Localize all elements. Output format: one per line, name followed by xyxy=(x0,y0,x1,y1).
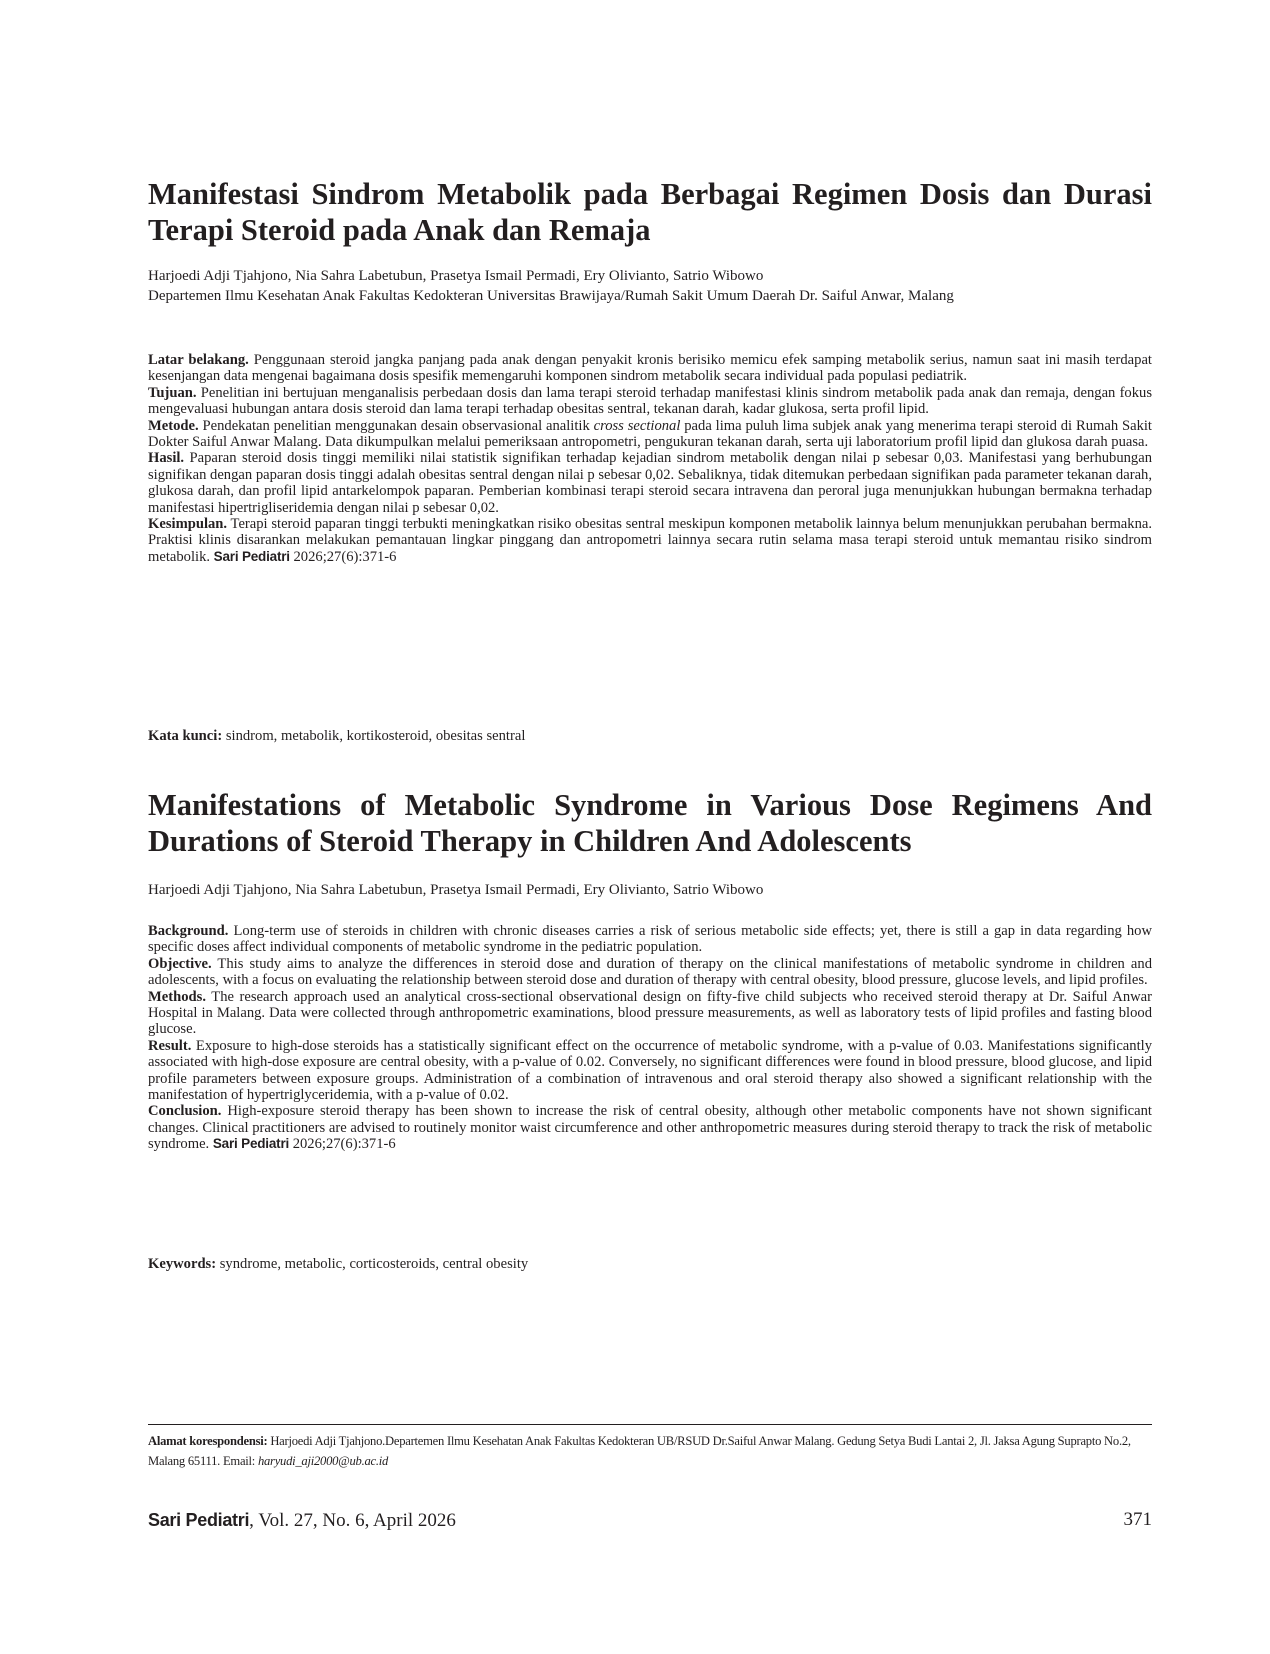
section-label: Tujuan. xyxy=(148,384,197,401)
abstract-objective xyxy=(148,956,1152,989)
article-title-indonesian: Manifestasi Sindrom Metabolik pada Berbagai Regimen Dosis dan Durasi Terapi Steroid pada Anak dan Remaja xyxy=(148,177,1152,247)
section-text: This study aims to analyze the differences in steroid dose and duration of therapy on the clinical manifestations of metabolic syndrome in children and adolescents, with a focus on evaluating the relationship between steroid dose and duration of therapy with central obesity, blood pressure, glucose levels, and lipid profiles. xyxy=(148,955,1152,989)
section-text: High-exposure steroid therapy has been shown to increase the risk of central obesity, although other metabolic components have not shown significant changes. Clinical practitioners are advised to routinely monitor waist circumference and other anthropometric measures during steroid therapy to track the risk of metabolic syndrome. xyxy=(148,1103,1152,1153)
keywords-text: sindrom, metabolik, kortikosteroid, obesitas sentral xyxy=(222,728,526,744)
page-footer xyxy=(148,1508,1152,1532)
footer-issue: , Vol. 27, No. 6, April 2026 xyxy=(249,1510,456,1531)
abstract-objective xyxy=(148,385,1152,418)
keywords-english xyxy=(148,1255,1152,1273)
section-text: The research approach used an analytical cross-sectional observational design on fifty-five child subjects who received steroid therapy at Dr. Saiful Anwar Hospital in Malang. Data were collected through anthropometric examinations, blood pressure measurements, as well as laboratory tests of lipid profiles and fasting blood glucose. xyxy=(148,988,1152,1038)
keywords-indonesian xyxy=(148,727,1152,745)
journal-name: Sari Pediatri xyxy=(213,548,290,564)
section-label: Background. xyxy=(148,923,229,939)
section-label: Result. xyxy=(148,1037,192,1054)
correspondence-text: Harjoedi Adji Tjahjono.Departemen Ilmu Kesehatan Anak Fakultas Kedokteran UB/RSUD Dr.Saiful Anwar Malang. Gedung Setya Budi Lantai 2, Jl. Jaksa Agung Suprapto No.2, Malang 65111. Email: xyxy=(148,1434,1131,1468)
abstract-result xyxy=(148,1038,1152,1104)
section-label: Kesimpulan. xyxy=(148,516,228,533)
section-label: Metode. xyxy=(148,417,199,434)
section-label: Objective. xyxy=(148,955,212,972)
abstract-conclusion xyxy=(148,516,1152,565)
footnote-divider xyxy=(148,1424,1152,1425)
abstract-methods xyxy=(148,418,1152,451)
abstract-indonesian xyxy=(148,352,1152,565)
abstract-methods xyxy=(148,989,1152,1038)
section-text: Exposure to high-dose steroids has a statistically significant effect on the occurrence of metabolic syndrome, with a p-value of 0.03. Manifestations significantly associated with high-dose exposure are central obesity, with a p-value of 0.02. Conversely, no significant differences were found in blood pressure, blood glucose, and lipid profile parameters between exposure groups. Administration of a combination of intravenous and oral steroid therapy also showed a significant relationship with the manifestation of hypertriglyceridemia, with a p-value of 0.02. xyxy=(148,1037,1152,1104)
abstract-english xyxy=(148,923,1152,1153)
abstract-background xyxy=(148,352,1152,385)
section-label: Hasil. xyxy=(148,450,185,467)
abstract-result xyxy=(148,450,1152,516)
page-number: 371 xyxy=(1123,1509,1152,1530)
correspondence-address xyxy=(148,1431,1152,1471)
abstract-conclusion xyxy=(148,1103,1152,1152)
citation: 2026;27(6):371-6 xyxy=(289,548,397,565)
keywords-label: Keywords: xyxy=(148,1256,217,1272)
correspondence-email-link[interactable]: haryudi_aji2000@ub.ac.id xyxy=(257,1454,389,1468)
correspondence-label: Alamat korespondensi: xyxy=(148,1434,268,1448)
abstract-background xyxy=(148,923,1152,956)
author-affiliation: Departemen Ilmu Kesehatan Anak Fakultas Kedokteran Universitas Brawijaya/Rumah Sakit Umum Daerah Dr. Saiful Anwar, Malang xyxy=(148,288,954,304)
author-list-english: Harjoedi Adji Tjahjono, Nia Sahra Labetubun, Prasetya Ismail Permadi, Ery Olivianto, Satrio Wibowo xyxy=(148,882,764,898)
section-text: Terapi steroid paparan tinggi terbukti meningkatkan risiko obesitas sentral meskipun komponen metabolik lainnya belum menunjukkan perubahan bermakna. Praktisi klinis disarankan melakukan pemantauan lingkar pinggang dan antropometri lainnya secara rutin selama masa terapi steroid untuk memantau risiko sindrom metabolik. xyxy=(148,516,1152,565)
journal-name: Sari Pediatri xyxy=(212,1136,290,1152)
section-text: Paparan steroid dosis tinggi memiliki nilai statistik signifikan terhadap kejadian sindrom metabolik dengan nilai p sebesar 0,03. Manifestasi yang berhubungan signifikan dengan paparan dosis tinggi adalah obesitas sentral dengan nilai p sebesar 0,02. Sebaliknya, tidak ditemukan perbedaan signifikan pada parameter tekanan darah, glukosa darah, dan profil lipid antarkelompok paparan. Pemberian kombinasi terapi steroid secara intravena dan peroral juga menunjukkan hubungan bermakna terhadap manifestasi hipertrigliseridemia dengan nilai p sebesar 0,02. xyxy=(148,450,1152,516)
keywords-label: Kata kunci: xyxy=(148,728,223,744)
section-text: Penelitian ini bertujuan menganalisis perbedaan dosis dan lama terapi steroid terhadap manifestasi klinis sindrom metabolik pada anak dan remaja, dengan fokus mengevaluasi hubungan antara dosis steroid dan lama terapi terhadap obesitas sentral, tekanan darah, kadar glukosa, serta profil lipid. xyxy=(148,384,1152,418)
footer-journal-name: Sari Pediatri xyxy=(148,1510,250,1530)
section-text: Long-term use of steroids in children with chronic diseases carries a risk of serious metabolic side effects; yet, there is still a gap in data regarding how specific doses affect individual components of metabolic syndrome in the pediatric population. xyxy=(148,923,1152,956)
citation: 2026;27(6):371-6 xyxy=(289,1136,396,1153)
section-text: pada lima puluh lima subjek anak yang menerima terapi steroid di Rumah Sakit Dokter Saiful Anwar Malang. Data dikumpulkan melalui pemeriksaan antropometri, pengukuran tekanan darah, serta uji laboratorium profil lipid dan glukosa darah puasa. xyxy=(148,417,1152,451)
italic-term: cross sectional xyxy=(593,417,681,434)
keywords-text: syndrome, metabolic, corticosteroids, central obesity xyxy=(216,1256,529,1272)
section-label: Methods. xyxy=(148,988,206,1005)
footer-citation xyxy=(148,1508,456,1533)
article-title-english: Manifestations of Metabolic Syndrome in Various Dose Regimens And Durations of Steroid Therapy in Children And Adolescents xyxy=(148,788,1152,858)
section-label: Conclusion. xyxy=(148,1103,222,1120)
section-text: Pendekatan penelitian menggunakan desain observasional analitik xyxy=(198,417,594,434)
section-text: Penggunaan steroid jangka panjang pada anak dengan penyakit kronis berisiko memicu efek samping metabolik serius, namun saat ini masih terdapat kesenjangan data mengenai bagaimana dosis spesifik memengaruhi komponen sindrom metabolik secara individual pada populasi pediatrik. xyxy=(148,352,1152,385)
author-list-indonesian: Harjoedi Adji Tjahjono, Nia Sahra Labetubun, Prasetya Ismail Permadi, Ery Olivianto, Satrio Wibowo xyxy=(148,268,764,284)
section-label: Latar belakang. xyxy=(148,352,249,368)
